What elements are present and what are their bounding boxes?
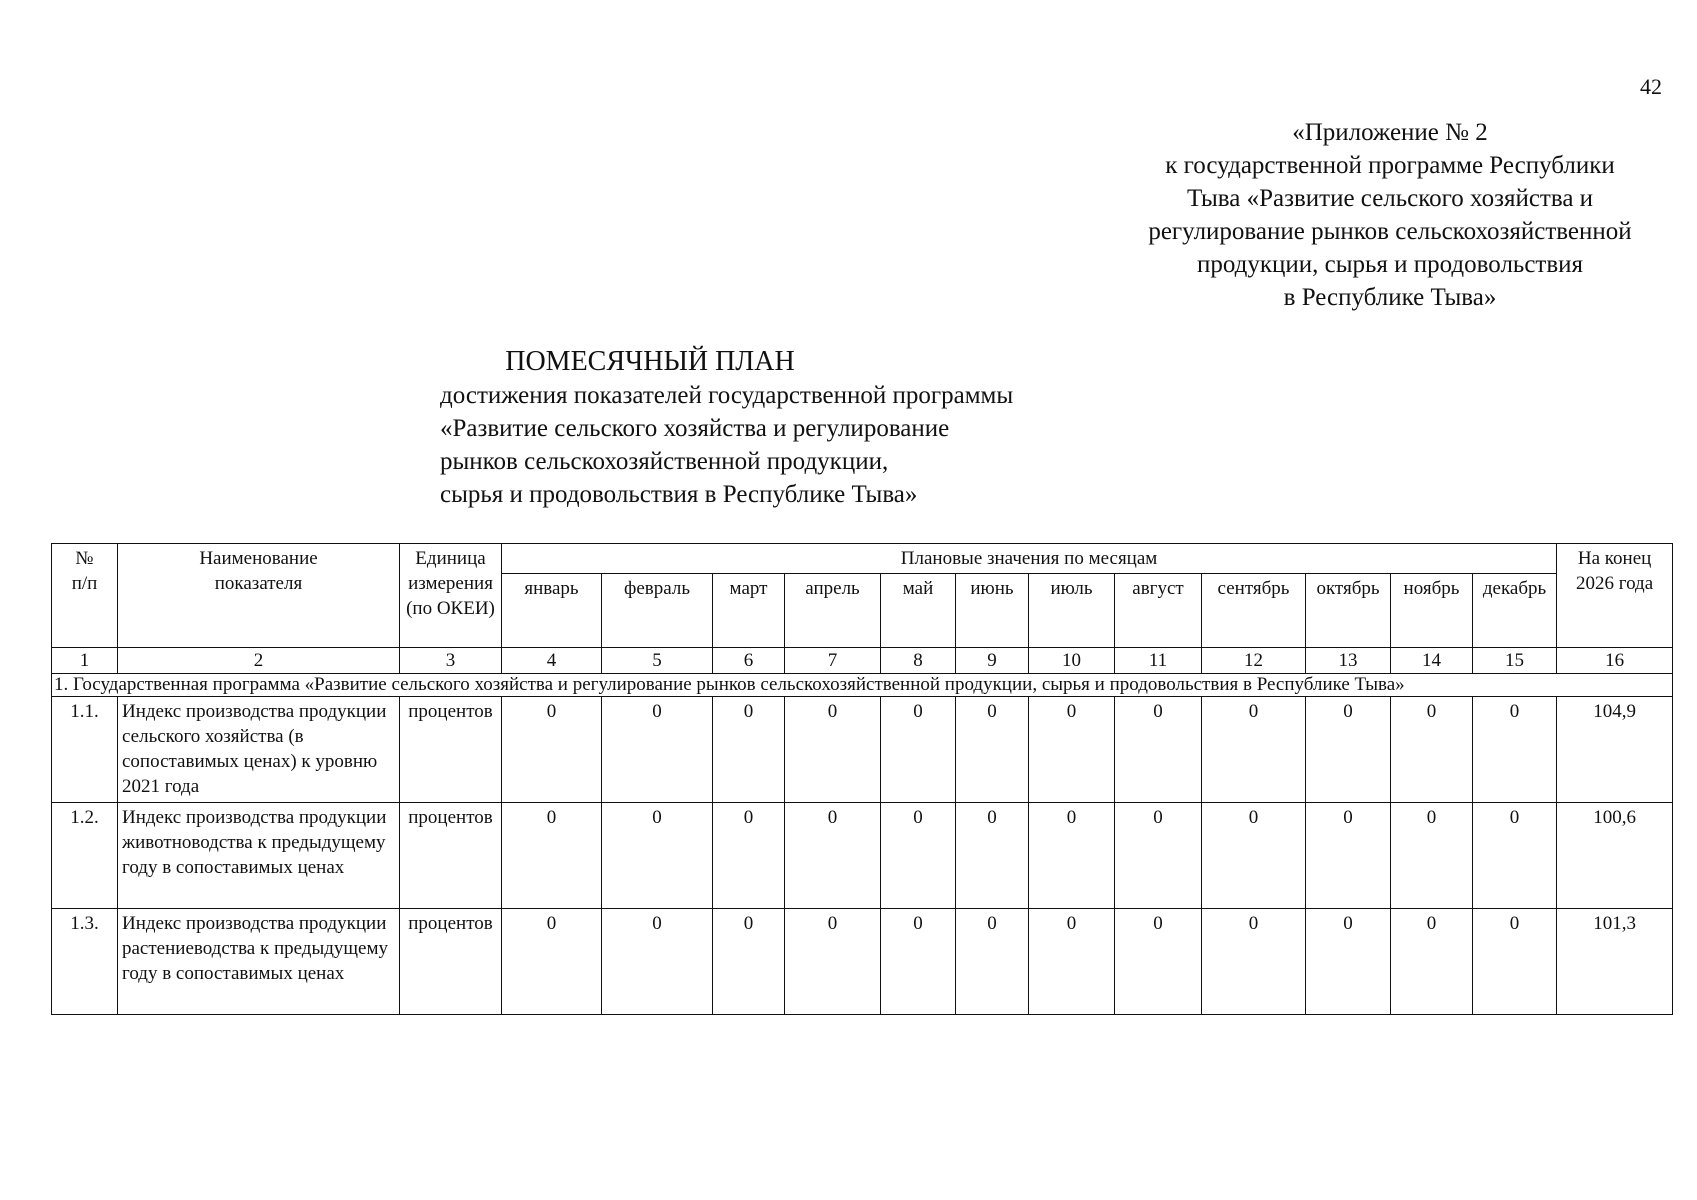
appendix-line: «Приложение № 2 [1292, 119, 1488, 146]
month-value: 0 [1391, 909, 1473, 1015]
indicator-name: Индекс производства продукции сельского хозяйства (в сопоставимых ценах) к уровню 2021 года [118, 697, 400, 803]
title-main: ПОМЕСЯЧНЫЙ ПЛАН [505, 346, 795, 377]
header-month: январь [502, 574, 602, 648]
end-of-year-value: 100,6 [1557, 803, 1673, 909]
header-num-line: № [75, 548, 94, 569]
header-month: декабрь [1473, 574, 1557, 648]
month-value: 0 [785, 803, 881, 909]
header-month: март [713, 574, 785, 648]
header-month: октябрь [1306, 574, 1391, 648]
header-num [52, 544, 118, 648]
month-value: 0 [785, 909, 881, 1015]
month-value: 0 [1391, 803, 1473, 909]
section-title: 1. Государственная программа «Развитие сельского хозяйства и регулирование рынков сельскохозяйственной продукции, сырья и продовольствия в Республике Тыва» [52, 674, 1673, 697]
header-num-line: п/п [71, 573, 98, 594]
header-month: февраль [602, 574, 713, 648]
month-value: 0 [1115, 909, 1202, 1015]
column-number: 15 [1473, 648, 1557, 674]
month-value: 0 [1473, 803, 1557, 909]
table-row [52, 803, 1673, 909]
month-value: 0 [1029, 697, 1115, 803]
month-value: 0 [956, 909, 1029, 1015]
column-number: 16 [1557, 648, 1673, 674]
month-value: 0 [602, 909, 713, 1015]
header-row [52, 544, 1673, 574]
month-value: 0 [1029, 909, 1115, 1015]
unit-of-measure: процентов [400, 909, 502, 1015]
end-of-year-value: 104,9 [1557, 697, 1673, 803]
month-value: 0 [881, 803, 956, 909]
month-value: 0 [602, 803, 713, 909]
column-numbers-row [52, 648, 1673, 674]
title-line: «Развитие сельского хозяйства и регулирование [440, 415, 950, 442]
header-name-line: Наименование [199, 548, 318, 569]
header-month: ноябрь [1391, 574, 1473, 648]
appendix-line: продукции, сырья и продовольствия [1196, 251, 1584, 278]
column-number: 4 [502, 648, 602, 674]
title-line: сырья и продовольствия в Республике Тыва» [440, 481, 918, 508]
month-value: 0 [956, 697, 1029, 803]
header-planned-values: Плановые значения по месяцам [502, 544, 1557, 574]
header-end-of-2026 [1557, 544, 1673, 648]
end-of-year-value: 101,3 [1557, 909, 1673, 1015]
title-line: достижения показателей государственной программы [440, 382, 1014, 409]
month-value: 0 [1202, 803, 1306, 909]
page-number: 42 [1640, 74, 1662, 99]
month-value: 0 [502, 909, 602, 1015]
table-row [52, 697, 1673, 803]
appendix-line: Тыва «Развитие сельского хозяйства и [1186, 185, 1594, 212]
month-value: 0 [1202, 909, 1306, 1015]
column-number: 11 [1115, 648, 1202, 674]
header-month: сентябрь [1202, 574, 1306, 648]
row-number: 1.1. [52, 697, 118, 803]
month-value: 0 [1306, 909, 1391, 1015]
month-value: 0 [1115, 697, 1202, 803]
column-number: 5 [602, 648, 713, 674]
month-value: 0 [602, 697, 713, 803]
monthly-plan-table [51, 543, 1673, 1015]
row-number: 1.3. [52, 909, 118, 1015]
month-value: 0 [1306, 803, 1391, 909]
indicator-name: Индекс производства продукции растениеводства к предыдущему году в сопоставимых ценах [118, 909, 400, 1015]
header-name-line: показателя [214, 573, 303, 594]
month-value: 0 [713, 697, 785, 803]
header-month: апрель [785, 574, 881, 648]
month-value: 0 [881, 909, 956, 1015]
title-line: рынков сельскохозяйственной продукции, [440, 448, 889, 475]
column-number: 8 [881, 648, 956, 674]
column-number: 9 [956, 648, 1029, 674]
column-number: 1 [52, 648, 118, 674]
column-number: 13 [1306, 648, 1391, 674]
column-number: 12 [1202, 648, 1306, 674]
month-value: 0 [502, 697, 602, 803]
column-number: 7 [785, 648, 881, 674]
header-indicator-name [118, 544, 400, 648]
header-unit: Единица измерения (по ОКЕИ) [400, 544, 502, 648]
appendix-reference [1090, 116, 1690, 314]
unit-of-measure: процентов [400, 697, 502, 803]
row-number: 1.2. [52, 803, 118, 909]
appendix-line: регулирование рынков сельскохозяйственной [1148, 218, 1632, 245]
month-value: 0 [956, 803, 1029, 909]
column-number: 14 [1391, 648, 1473, 674]
header-month: июнь [956, 574, 1029, 648]
month-value: 0 [1473, 697, 1557, 803]
header-month: май [881, 574, 956, 648]
month-value: 0 [1202, 697, 1306, 803]
month-value: 0 [1115, 803, 1202, 909]
column-number: 10 [1029, 648, 1115, 674]
column-number: 2 [118, 648, 400, 674]
section-row [52, 674, 1673, 697]
header-month: август [1115, 574, 1202, 648]
column-number: 6 [713, 648, 785, 674]
month-value: 0 [1391, 697, 1473, 803]
month-value: 0 [1473, 909, 1557, 1015]
appendix-line: в Республике Тыва» [1283, 284, 1497, 311]
header-end-line: 2026 года [1576, 573, 1654, 594]
header-month: июль [1029, 574, 1115, 648]
table-row [52, 909, 1673, 1015]
document-title [440, 345, 1014, 511]
column-number: 3 [400, 648, 502, 674]
month-value: 0 [1306, 697, 1391, 803]
month-value: 0 [785, 697, 881, 803]
month-value: 0 [713, 909, 785, 1015]
indicator-name: Индекс производства продукции животноводства к предыдущему году в сопоставимых ценах [118, 803, 400, 909]
month-value: 0 [1029, 803, 1115, 909]
month-value: 0 [713, 803, 785, 909]
header-end-line: На конец [1577, 548, 1652, 569]
unit-of-measure: процентов [400, 803, 502, 909]
appendix-line: к государственной программе Республики [1165, 152, 1615, 179]
month-value: 0 [502, 803, 602, 909]
month-value: 0 [881, 697, 956, 803]
